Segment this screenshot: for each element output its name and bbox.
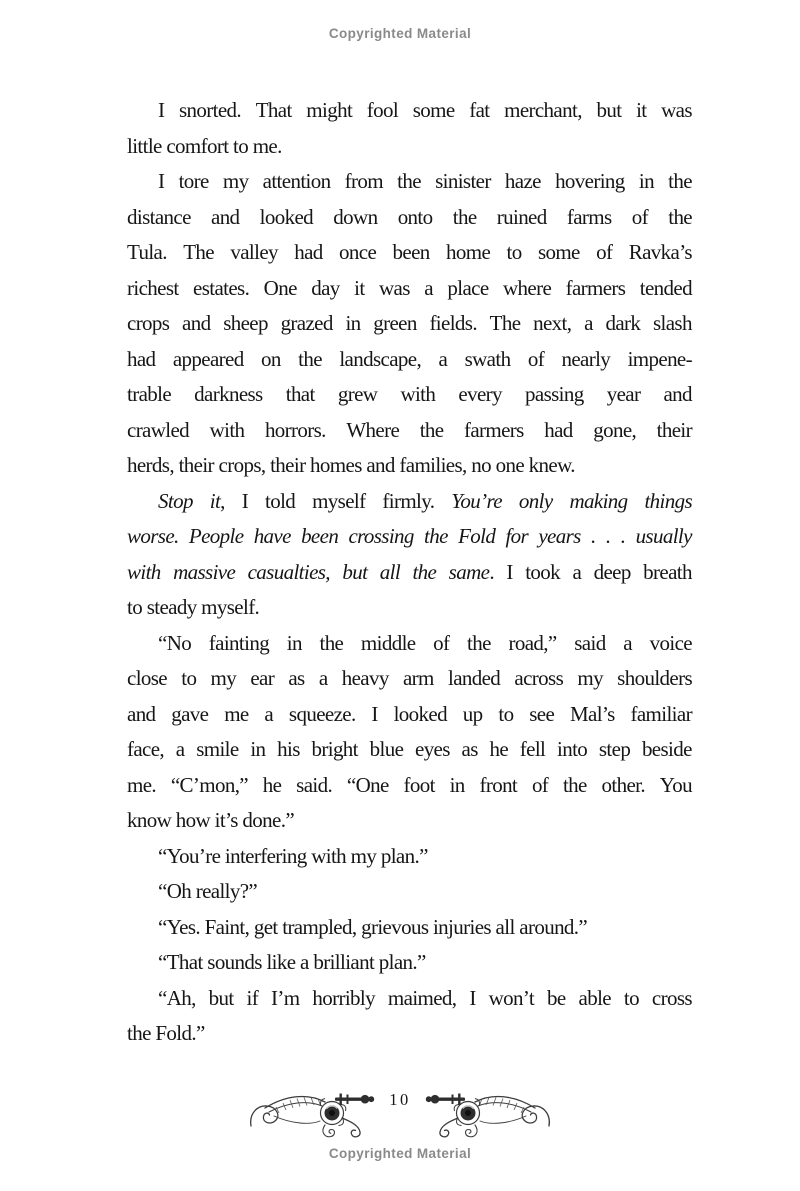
text-line: “No fainting in the middle of the road,” said a voice bbox=[158, 630, 692, 655]
text-line: the Fold.” bbox=[127, 1021, 205, 1045]
paragraph bbox=[127, 874, 692, 910]
paragraph bbox=[127, 839, 692, 875]
text-line: face, a smile in his bright blue eyes as he fell into step beside bbox=[127, 737, 692, 761]
text-line: richest estates. One day it was a place where farmers tended bbox=[127, 275, 692, 300]
paragraph bbox=[127, 910, 692, 946]
text-line: worse. People have been crossing the Fold for years . . . usually bbox=[127, 524, 692, 548]
paragraph bbox=[127, 981, 692, 1052]
text-line: “That sounds like a brilliant plan.” bbox=[158, 950, 426, 974]
text-line: “Yes. Faint, get trampled, grievous injuries all around.” bbox=[158, 914, 588, 939]
text-line: herds, their crops, their homes and families, no one knew. bbox=[127, 453, 575, 477]
text-line: distance and looked down onto the ruined farms of the bbox=[127, 204, 692, 229]
text-line: “Ah, but if I’m horribly maimed, I won’t be able to cross bbox=[158, 985, 692, 1010]
copyright-notice-top: Copyrighted Material bbox=[328, 26, 472, 41]
text-line: crops and sheep grazed in green fields. The next, a dark slash bbox=[127, 311, 692, 335]
page-footer bbox=[0, 1088, 800, 1138]
text-line: “You’re interfering with my plan.” bbox=[158, 843, 428, 868]
text-line: me. “C’mon,” he said. “One foot in front of the other. You bbox=[127, 772, 692, 797]
paragraph bbox=[127, 626, 692, 839]
text-line: “Oh really?” bbox=[158, 879, 258, 903]
copyright-notice-bottom: Copyrighted Material bbox=[328, 1146, 472, 1161]
flourish-ornament-left-icon bbox=[248, 1088, 376, 1138]
text-line: close to my ear as a heavy arm landed across my shoulders bbox=[127, 666, 692, 690]
text-line: had appeared on the landscape, a swath of nearly impene- bbox=[127, 346, 692, 371]
text-line: Stop it, I told myself firmly. You’re only making things bbox=[158, 488, 692, 513]
paragraph bbox=[127, 484, 692, 626]
text-line: and gave me a squeeze. I looked up to see Mal’s familiar bbox=[127, 701, 692, 726]
page-number: 10 bbox=[389, 1090, 411, 1109]
text-line: trable darkness that grew with every passing year and bbox=[127, 382, 692, 406]
paragraph bbox=[127, 164, 692, 484]
text-line: I tore my attention from the sinister haze hovering in the bbox=[158, 169, 692, 193]
text-line: little comfort to me. bbox=[127, 133, 282, 158]
text-line: crawled with horrors. Where the farmers had gone, their bbox=[127, 417, 692, 442]
paragraph bbox=[127, 945, 692, 981]
text-line: I snorted. That might fool some fat merchant, but it was bbox=[158, 98, 692, 122]
text-line: Tula. The valley had once been home to some of Ravka’s bbox=[127, 240, 692, 264]
flourish-ornament-right-icon bbox=[424, 1088, 552, 1138]
text-block bbox=[127, 93, 692, 1052]
text-line: know how it’s done.” bbox=[127, 808, 295, 832]
text-line: with massive casualties, but all the same. I took a deep breath bbox=[127, 559, 692, 584]
paragraph bbox=[127, 93, 692, 164]
text-line: to steady myself. bbox=[127, 595, 260, 619]
